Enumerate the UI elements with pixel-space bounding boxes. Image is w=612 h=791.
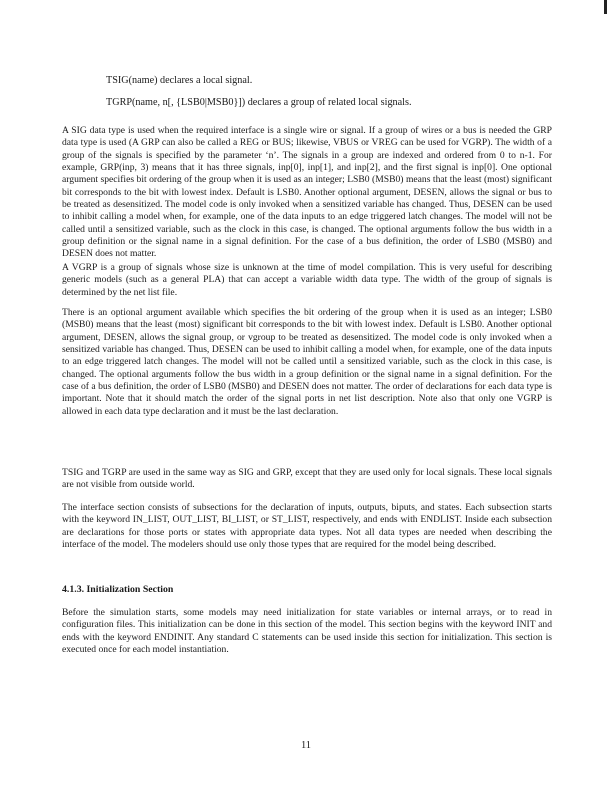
paragraph-vgrp: A VGRP is a group of signals whose size is unknown at the time of model compilation. This is very useful for describing generic models (such as a general PLA) that can accept a variable width data type. The width of the group of signals is determined by the net list file. xyxy=(62,262,552,298)
paragraph-vgrp-options: There is an optional argument available which specifies the bit ordering of the group when it is used as an integer; LSB0 (MSB0) means that the least (most) significant bit corresponds to the bit with lowest index. Default is LSB0. Another optional argument, DESEN, allows the signal group, or vgroup to be treated as desensitized. The model code is only invoked when a sensitized variable has changed. Thus, DESEN can be used to inhibit calling a model when, for example, one of the data inputs to an edge triggered latch changes. The model will not be called until a sensitized variable, such as the clock in this case, is changed. The optional arguments follow the bus width in a group definition or the signal name in a signal definition. For the case of a bus definition, the order of LSB0 (MSB0) and DESEN does not matter. The order of declarations for each data type is important. Note that it should match the order of the signal ports in net list description. Note also that only one VGRP is allowed in each data type declaration and it must be the last declaration. xyxy=(62,307,552,417)
page-number: 11 xyxy=(300,740,312,751)
paragraph-initialization: Before the simulation starts, some models may need initialization for state variables or internal arrays, or to read in configuration files. This initialization can be done in this section of the model. This section begins with the keyword INIT and ends with the keyword ENDINIT. Any standard C statements can be used inside this section for initialization. This section is executed once for each model instantiation. xyxy=(62,607,552,656)
paragraph-interface: The interface section consists of subsections for the declaration of inputs, outputs, biputs, and states. Each subsection starts with the keyword IN_LIST, OUT_LIST, BI_LIST, or ST_LIST, respectively, and ends with ENDLIST. Inside each subsection are declarations for those ports or states with appropriate data types. Not all data types are needed when describing the interface of the model. The modelers should use only those types that are required for the model being described. xyxy=(62,502,552,551)
margin-mark xyxy=(604,0,607,14)
paragraph-sig-grp: A SIG data type is used when the required interface is a single wire or signal. If a group of wires or a bus is needed the GRP data type is used (A GRP can also be called a REG or BUS; likewise, VBUS or VREG can be used for VGRP). The width of a group of the signals is specified by the parameter ‘n’. The signals in a group are indexed and ordered from 0 to n-1. For example, GRP(inp, 3) means that it has three signals, inp[0], inp[1], and inp[2], and the first signal is inp[0]. One optional argument specifies bit ordering of the group when it is used as an integer; LSB0 (MSB0) means that the least (most) significant bit corresponds to the bit with lowest index. Default is LSB0. Another optional argument, DESEN, allows the signal or bus to be treated as desensitized. The model code is only invoked when a sensitized variable has changed. Thus, DESEN can be used to inhibit calling a model when, for example, one of the data inputs to an edge triggered latch changes. The model will not be called until a sensitized variable, such as the clock in this case, is changed. The optional arguments follow the bus width in a group definition or the signal name in a signal definition. For the case of a bus definition, the order of LSB0 (MSB0) and DESEN does not matter. xyxy=(62,125,552,260)
tgrp-definition: TGRP(name, n[, {LSB0|MSB0}]) declares a group of related local signals. xyxy=(106,97,412,108)
section-heading: 4.1.3. Initialization Section xyxy=(62,584,174,595)
paragraph-tsig-tgrp: TSIG and TGRP are used in the same way as SIG and GRP, except that they are used only for local signals. These local signals are not visible from outside world. xyxy=(62,467,552,491)
tsig-definition: TSIG(name) declares a local signal. xyxy=(106,75,253,86)
